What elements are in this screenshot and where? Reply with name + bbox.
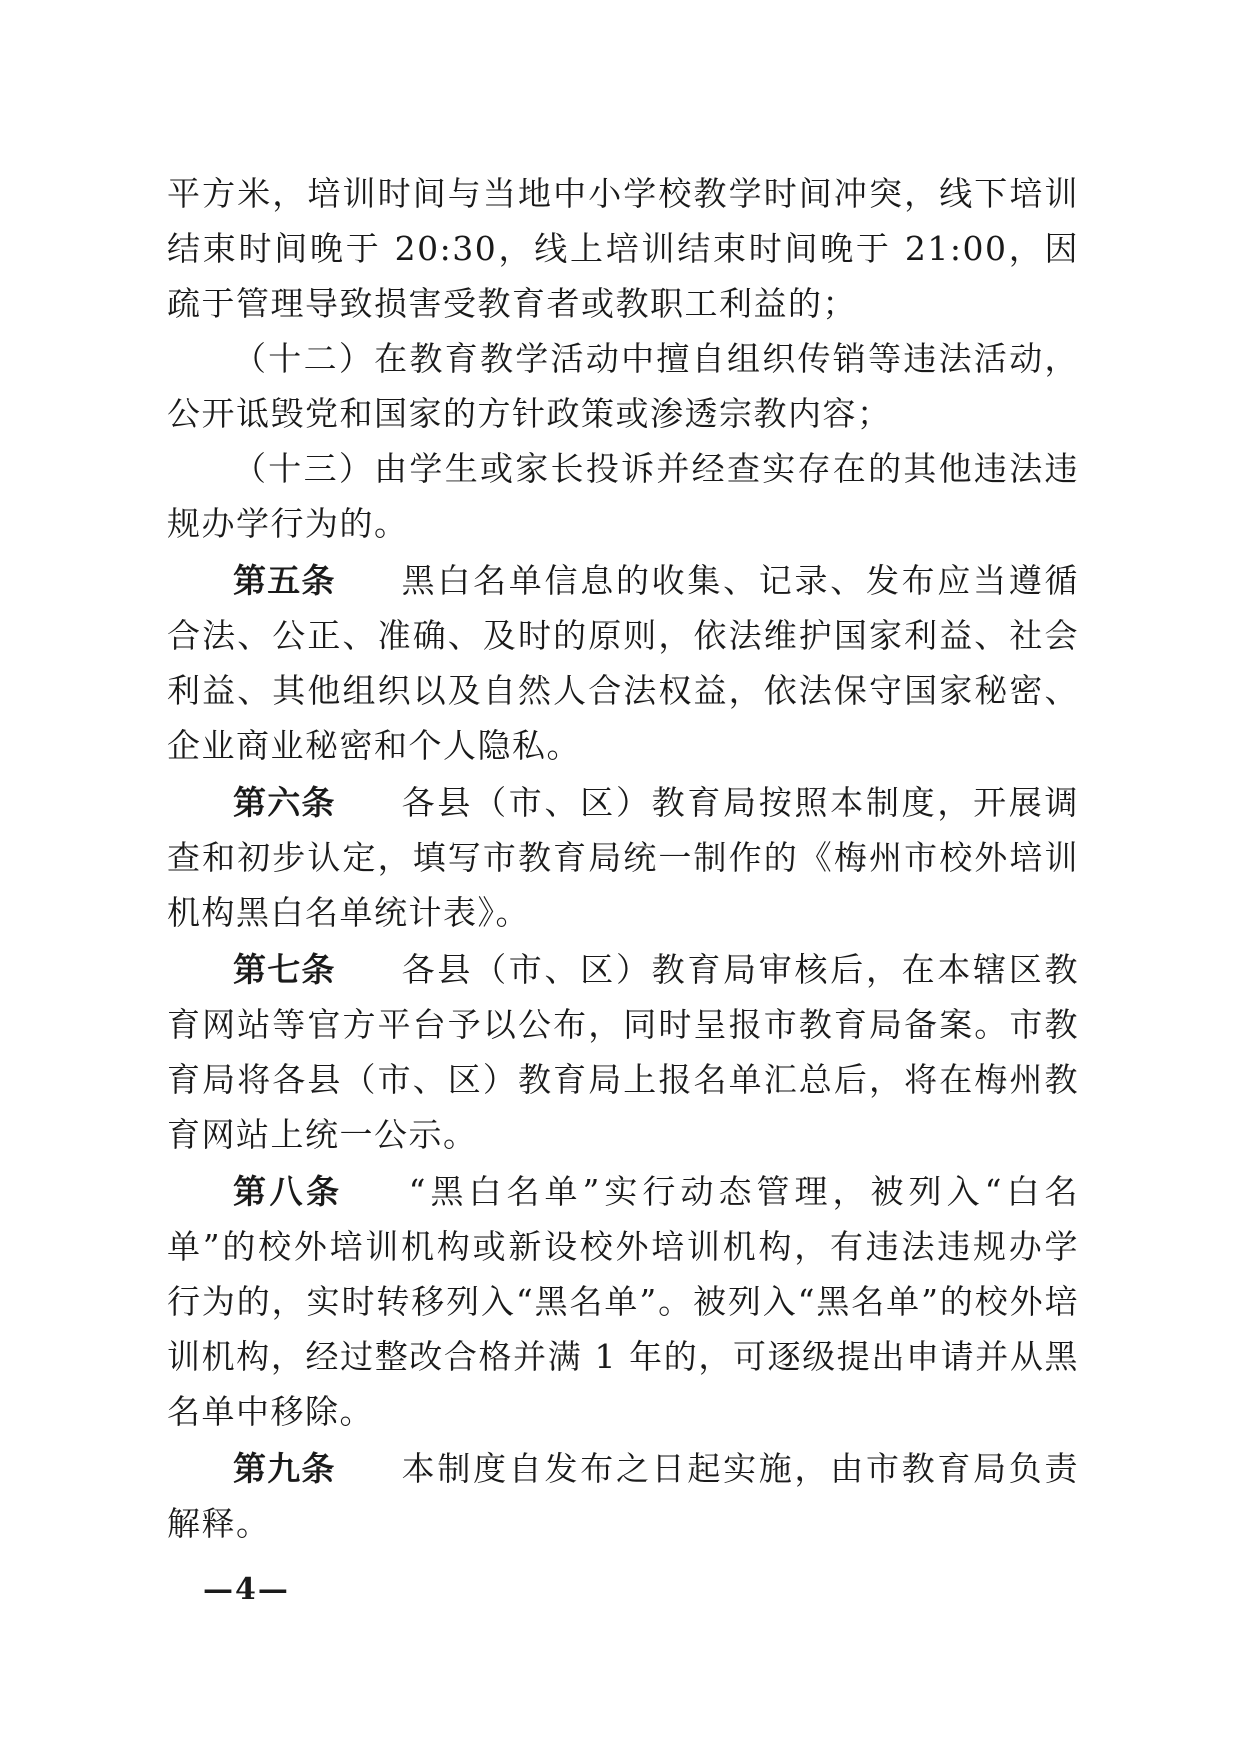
article-text: “黑白名单”实行动态管理，被列入“白名单”的校外培训机构或新设校外培训机构，有违法违规办学行为的，实时转移列入“黑名单”。被列入“黑名单”的校外培训机构，经过整改合格并满 1 年的，可逐级提出申请并从黑名单中移除。 (167, 1172, 1079, 1431)
document-body (167, 166, 1079, 1551)
paragraph-item-12: （十二）在教育教学活动中擅自组织传销等违法活动，公开诋毁党和国家的方针政策或渗透宗教内容； (167, 339, 1079, 433)
article-heading: 第五条 (233, 561, 336, 600)
article-5 (167, 553, 1079, 773)
article-text: 黑白名单信息的收集、记录、发布应当遵循合法、公正、准确、及时的原则，依法维护国家利益、社会利益、其他组织以及自然人合法权益，依法保守国家秘密、企业商业秘密和个人隐私。 (167, 561, 1080, 765)
article-heading: 第八条 (233, 1172, 343, 1211)
article-text: 本制度自发布之日起实施，由市教育局负责解释。 (167, 1449, 1080, 1543)
paragraph-item-13: （十三）由学生或家长投诉并经查实存在的其他违法违规办学行为的。 (167, 449, 1079, 543)
article-9 (167, 1441, 1079, 1551)
article-7 (167, 942, 1079, 1162)
article-6 (167, 775, 1079, 940)
article-heading: 第六条 (233, 783, 336, 822)
article-text: 各县（市、区）教育局审核后，在本辖区教育网站等官方平台予以公布，同时呈报市教育局备案。市教育局将各县（市、区）教育局上报名单汇总后，将在梅州教育网站上统一公示。 (167, 950, 1080, 1154)
article-text: 各县（市、区）教育局按照本制度，开展调查和初步认定，填写市教育局统一制作的《梅州市校外培训机构黑白名单统计表》。 (167, 783, 1080, 932)
article-8 (167, 1164, 1079, 1439)
page-number: —4— (203, 1572, 290, 1607)
paragraph-continuation: 平方米，培训时间与当地中小学校教学时间冲突，线下培训结束时间晚于 20:30，线上培训结束时间晚于 21:00，因疏于管理导致损害受教育者或教职工利益的； (167, 174, 1079, 323)
article-heading: 第七条 (233, 950, 336, 989)
article-heading: 第九条 (233, 1449, 336, 1488)
